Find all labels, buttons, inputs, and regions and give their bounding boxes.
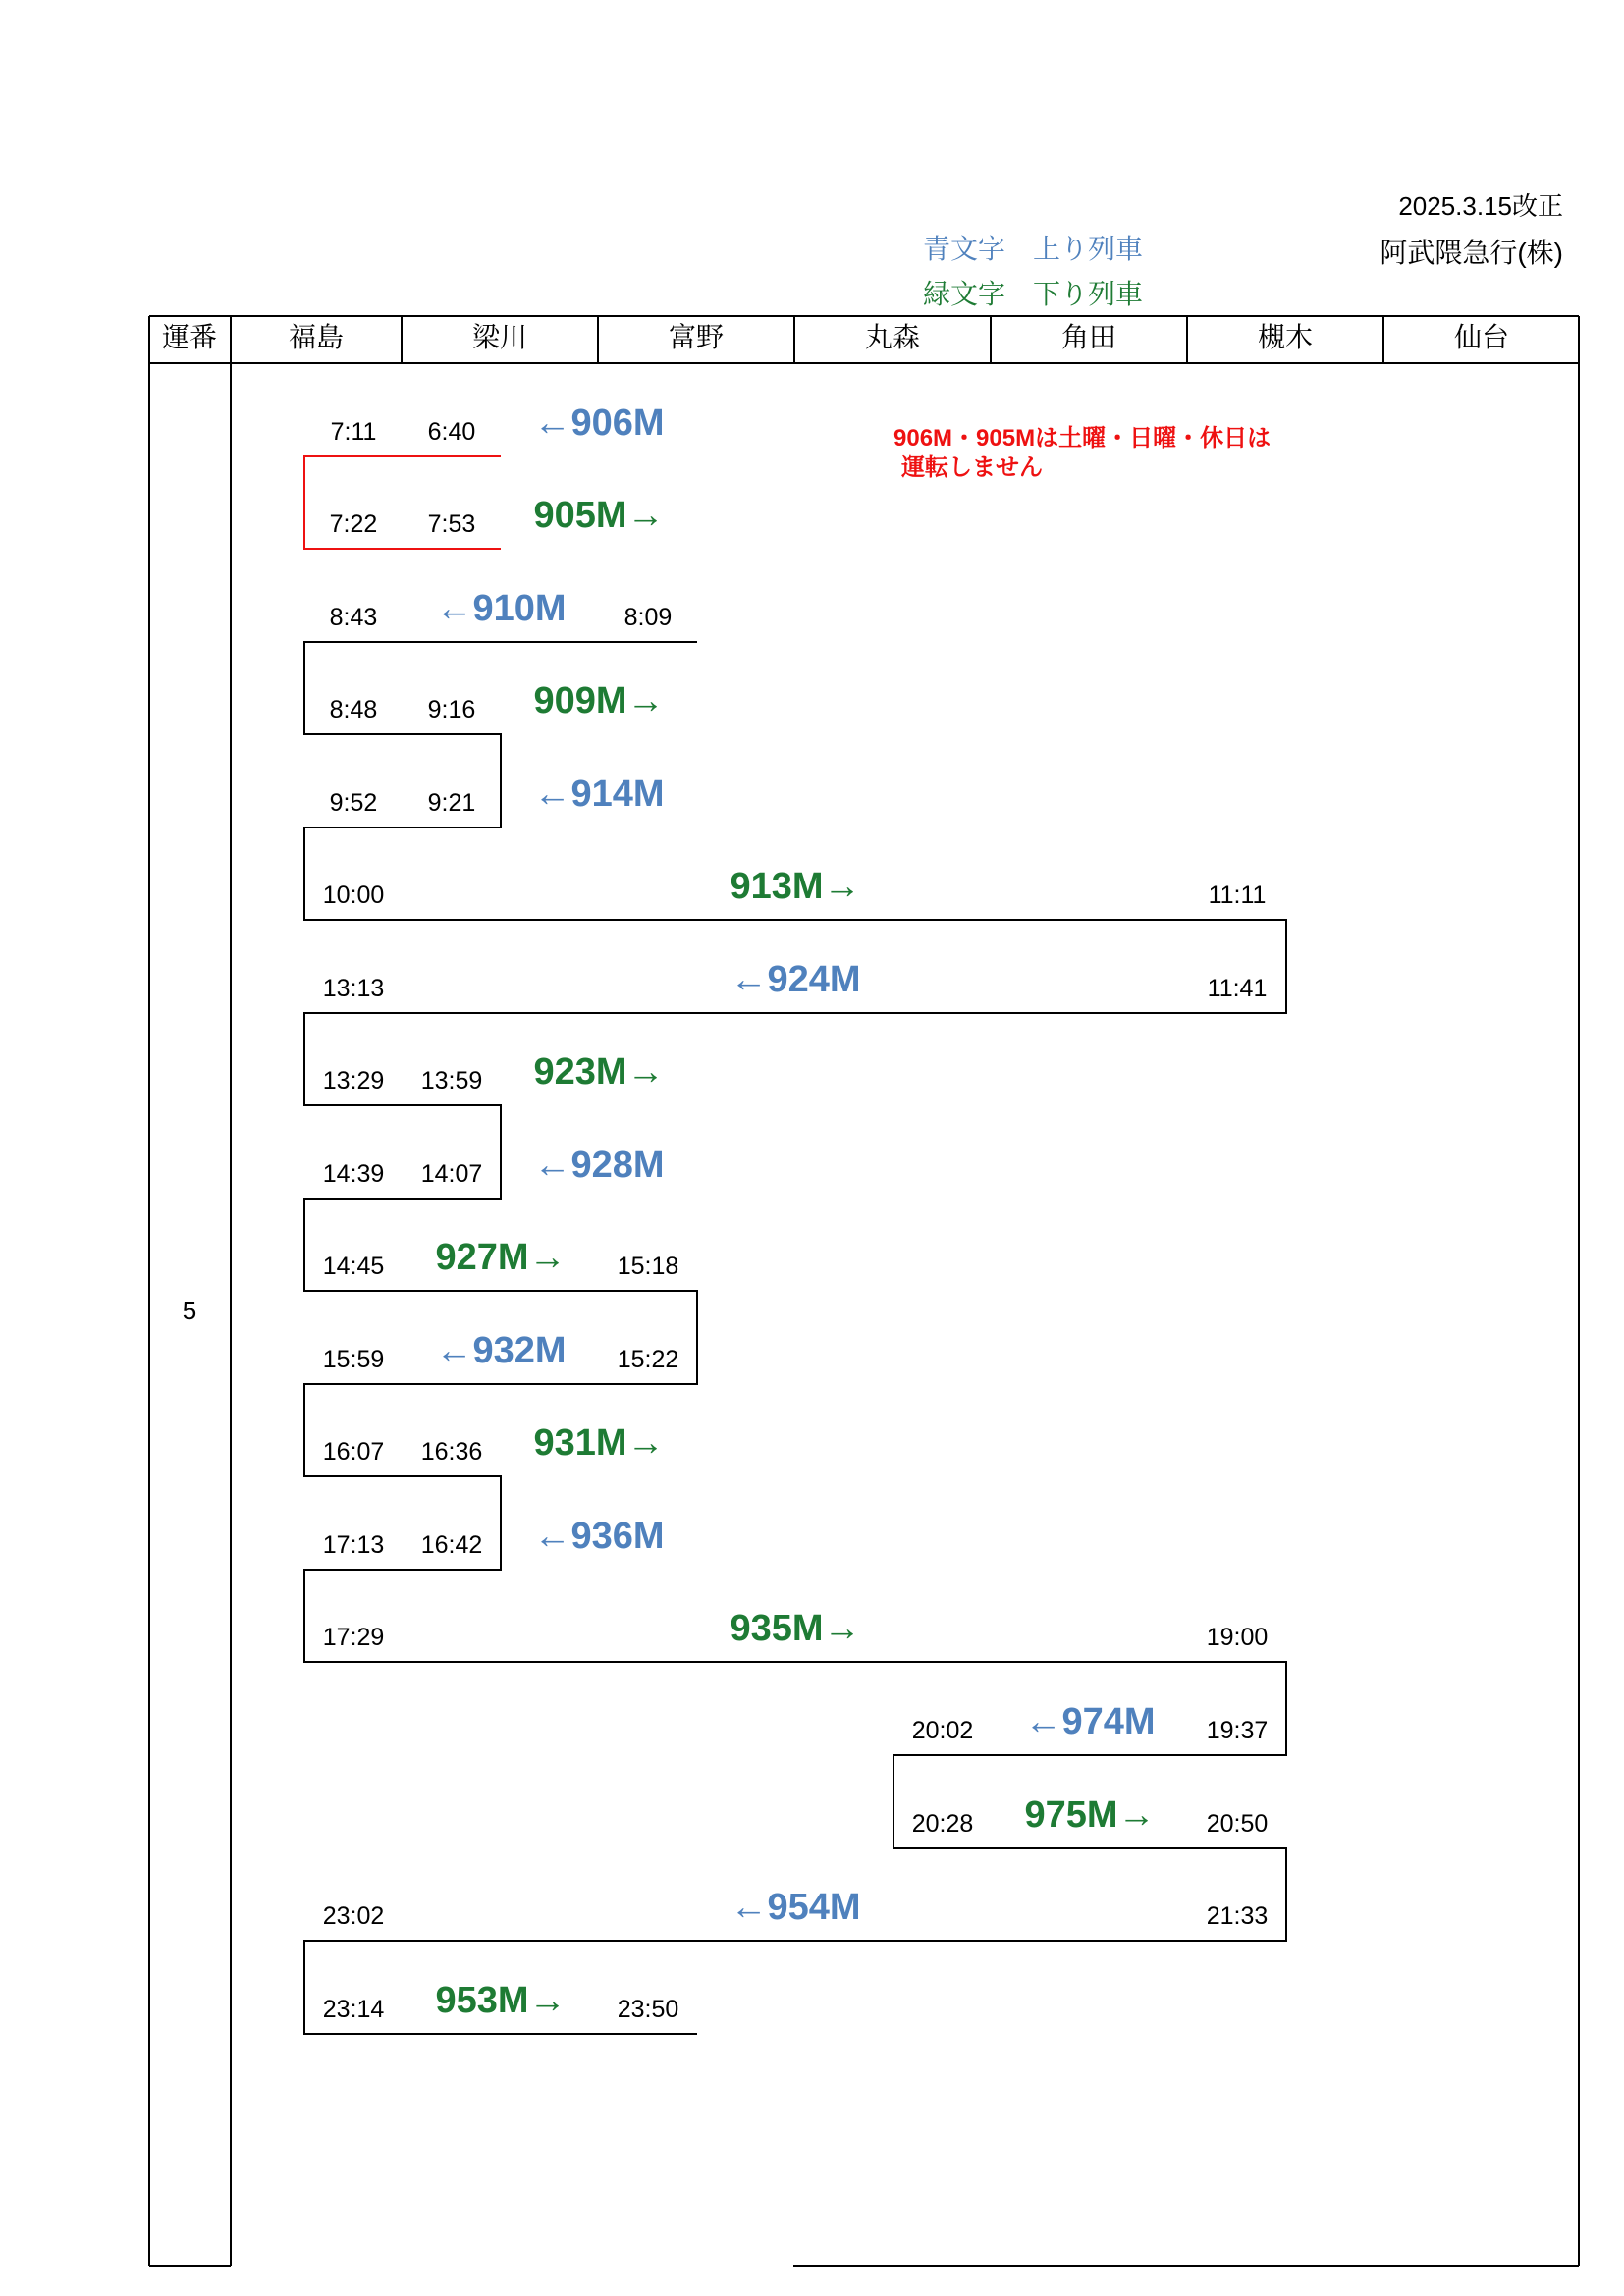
trip-time: 16:36	[420, 1438, 483, 1466]
header-station-fukushima: 福島	[288, 322, 344, 352]
train-number: 927M→	[435, 1237, 567, 1278]
revision-date: 2025.3.15改正	[1398, 191, 1563, 221]
trip-time: 16:07	[322, 1438, 385, 1466]
trip-time: 9:52	[329, 789, 378, 817]
train-number: 931M→	[533, 1422, 665, 1464]
trip-time: 17:29	[322, 1624, 385, 1651]
train-number: 953M→	[435, 1980, 567, 2021]
trip-time: 8:48	[329, 696, 378, 723]
trip-time: 23:50	[617, 1996, 679, 2023]
trip-time: 21:33	[1206, 1902, 1269, 1930]
trip-time: 13:13	[322, 975, 385, 1002]
train-number: 923M→	[533, 1051, 665, 1093]
trip-time: 23:14	[322, 1996, 385, 2023]
trip-time: 19:00	[1206, 1624, 1269, 1651]
header-station-tomino: 富野	[668, 322, 724, 352]
train-number: ←914M	[533, 774, 665, 815]
train-number: ←924M	[730, 959, 861, 1000]
trip-time: 14:39	[322, 1160, 385, 1188]
train-number: 913M→	[730, 866, 861, 907]
train-number: ←906M	[533, 402, 665, 444]
trip-time: 7:11	[330, 418, 377, 446]
header-station-kakuda: 角田	[1060, 322, 1116, 352]
service-note-line1: 906M・905Mは土曜・日曜・休日は	[893, 425, 1272, 452]
run-number: 5	[182, 1296, 197, 1325]
trip-time: 17:13	[322, 1531, 385, 1559]
trip-time: 7:22	[329, 510, 378, 538]
trip-time: 9:16	[427, 696, 476, 723]
trip-time: 15:22	[617, 1346, 679, 1373]
header-station-sendai: 仙台	[1453, 322, 1509, 352]
trip-time: 15:18	[617, 1253, 679, 1280]
trip-time: 20:28	[911, 1810, 974, 1838]
header-run-no: 運番	[161, 322, 217, 352]
trip-time: 14:07	[420, 1160, 483, 1188]
company-name: 阿武隈急行(株)	[1380, 238, 1563, 268]
trip-time: 11:41	[1207, 975, 1268, 1002]
train-number: ←928M	[533, 1145, 665, 1186]
train-number: ←936M	[533, 1516, 665, 1557]
train-number: 909M→	[533, 680, 665, 721]
train-number: 905M→	[533, 495, 665, 536]
train-number: ←974M	[1024, 1701, 1156, 1742]
header-station-tsukinoki: 槻木	[1257, 322, 1313, 352]
legend-up-trains: 青文字 上り列車	[923, 234, 1144, 264]
train-number: ←954M	[730, 1887, 861, 1928]
trip-time: 20:02	[911, 1717, 974, 1744]
trip-time: 8:09	[623, 604, 673, 631]
trip-time: 19:37	[1206, 1717, 1269, 1744]
train-number: 935M→	[730, 1608, 861, 1649]
service-note-line2: 運転しません	[901, 454, 1043, 481]
trip-time: 13:29	[322, 1067, 385, 1095]
header-station-marumori: 丸森	[864, 322, 920, 352]
trip-time: 11:11	[1208, 881, 1267, 909]
trip-time: 9:21	[427, 789, 476, 817]
trip-time: 20:50	[1206, 1810, 1269, 1838]
header-station-yanagawa: 梁川	[471, 322, 527, 352]
trip-time: 6:40	[427, 418, 476, 446]
train-number: 975M→	[1024, 1794, 1156, 1836]
trip-time: 10:00	[322, 881, 385, 909]
trip-time: 15:59	[322, 1346, 385, 1373]
trip-time: 16:42	[420, 1531, 483, 1559]
trip-time: 13:59	[420, 1067, 483, 1095]
trip-time: 23:02	[322, 1902, 385, 1930]
trip-time: 7:53	[427, 510, 476, 538]
train-number: ←932M	[435, 1330, 567, 1371]
trip-time: 8:43	[329, 604, 378, 631]
legend-down-trains: 緑文字 下り列車	[923, 279, 1144, 309]
trip-time: 14:45	[322, 1253, 385, 1280]
table-header	[149, 315, 1579, 362]
train-number: ←910M	[435, 588, 567, 629]
